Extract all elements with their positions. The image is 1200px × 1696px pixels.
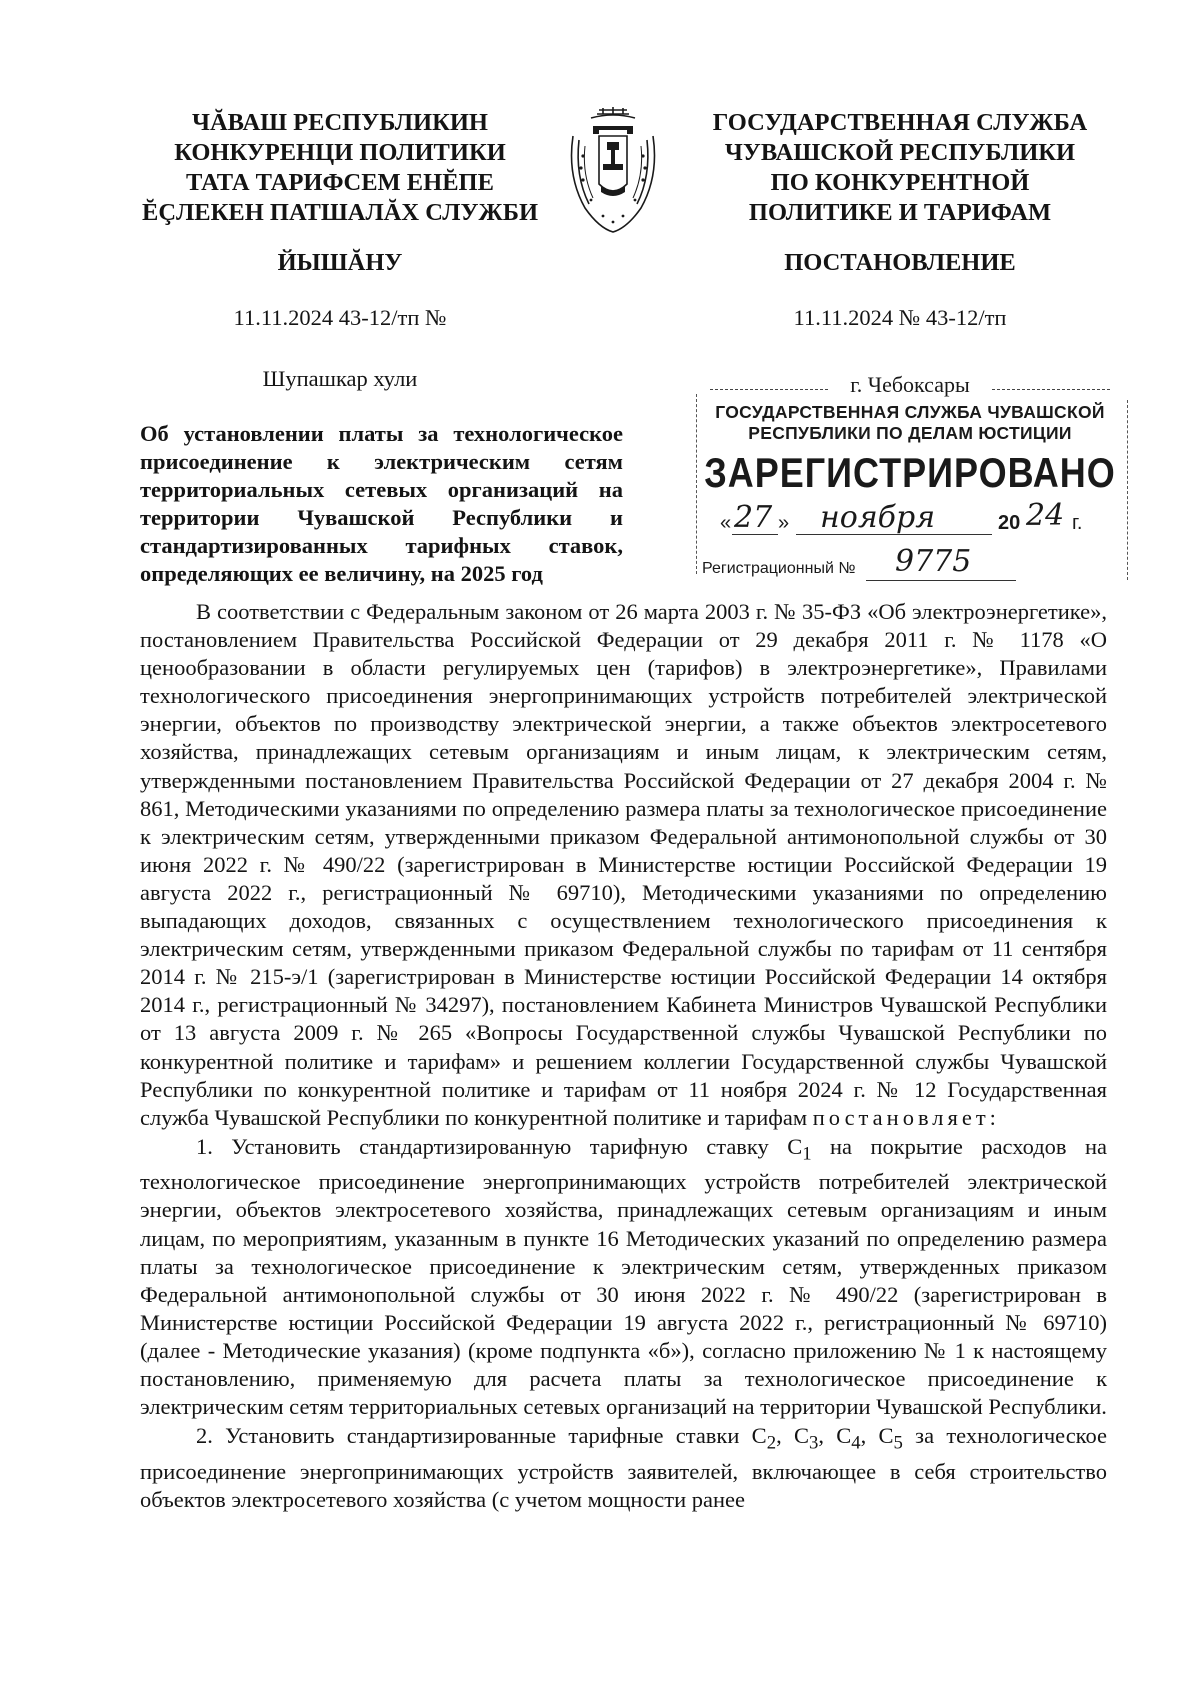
stamp-reg-number: 9775 <box>895 544 972 579</box>
document-body <box>140 598 1107 1514</box>
agency-name-line: ГОСУДАРСТВЕННАЯ СЛУЖБА <box>712 109 1088 136</box>
title-line: Об установлении платы за технологическое <box>140 421 623 446</box>
document-date-number-russian: 11.11.2024 № 43-12/тп <box>793 305 1007 330</box>
subscript: 2 <box>766 1432 777 1454</box>
subscript: 1 <box>802 1143 812 1165</box>
stamp-day: 27 <box>734 500 773 535</box>
clause-text: за технологическое присоединение энергопринимающих устройств заявителей, включающее в себя строительство объектов электросетевого хозяйства (с учетом мощности ранее <box>140 1423 1107 1512</box>
stamp-agency <box>700 402 1120 444</box>
title-line: определяющих ее величину, на 2025 год <box>140 561 543 586</box>
stamp-border <box>1127 400 1129 580</box>
document-kind-russian: ПОСТАНОВЛЕНИЕ <box>784 249 1016 276</box>
subscript: 4 <box>851 1432 861 1454</box>
subscript: 5 <box>893 1432 903 1454</box>
agency-name-line: ТАТА ТАРИФСЕМ ЕНĔПЕ <box>186 169 494 196</box>
agency-name-russian <box>680 108 1120 228</box>
stamp-underline <box>796 534 992 535</box>
document-kind-chuvash: ЙЫШĂНУ <box>277 249 403 276</box>
stamp-border <box>696 394 698 574</box>
clause-text: , С <box>860 1423 894 1449</box>
agency-name-line: ЧУВАШСКОЙ РЕСПУБЛИКИ <box>724 139 1076 166</box>
stamp-year-unit: г. <box>1072 512 1083 534</box>
clause-text: , С <box>818 1423 852 1449</box>
decree-word: постановляет: <box>812 1104 1000 1130</box>
stamp-year-suffix: 24 <box>1026 498 1065 533</box>
title-line: присоединение к электрическим сетям <box>140 449 623 474</box>
stamp-registered-mark: ЗАРЕГИСТРИРОВАНО <box>704 448 1116 496</box>
agency-name-line: ĔÇЛЕКЕН ПАТШАЛĂХ СЛУЖБИ <box>141 199 539 226</box>
stamp-reg-label: Регистрационный № <box>702 560 856 577</box>
clause-2-paragraph <box>140 1422 1107 1514</box>
title-line: территории Чувашской Республики и <box>140 505 623 530</box>
agency-name-line: ПОЛИТИКЕ И ТАРИФАМ <box>748 199 1052 226</box>
stamp-year-prefix: 20 <box>998 512 1021 534</box>
agency-name-line: КОНКУРЕНЦИ ПОЛИТИКИ <box>174 139 506 166</box>
stamp-registration-number <box>700 544 1120 586</box>
subscript: 3 <box>808 1432 819 1454</box>
stamp-agency-line: РЕСПУБЛИКИ ПО ДЕЛАМ ЮСТИЦИИ <box>748 423 1072 443</box>
agency-name-line: ЧĂВАШ РЕСПУБЛИКИН <box>191 109 488 136</box>
preamble-text: В соответствии с Федеральным законом от 26 марта 2003 г. № 35-ФЗ «Об электроэнергетике», постановлением Правительства Российской Федерации от 29 декабря 2011 г. № 1178 «О ценообразовании в области регулируемых цен (тарифов) в электроэнергетике», Правилами технологического присоединения энергопринимающих устройств потребителей электрической энергии, объектов по производству электрической энергии, а также объектов электросетевого хозяйства, принадлежащих сетевым организациям и иным лицам, к электрическим сетям, утвержденными постановлением Правительства Российской Федерации от 27 декабря 2004 г. № 861, Методическими указаниями по определению размера платы за технологическое присоединение к электрическим сетям, утвержденными приказом Федеральной антимонопольной службы от 30 июня 2022 г. № 490/22 (зарегистрирован в Министерстве юстиции Российской Федерации 19 августа 2022 г., регистрационный № 69710), Методическими указаниями по определению выпадающих доходов, связанных с осуществлением технологического присоединения к электрическим сетям, утвержденными приказом Федеральной службы по тарифам от 11 сентября 2014 г. № 215-э/1 (зарегистрирован в Министерстве юстиции Российской Федерации 14 октября 2014 г., регистрационный № 34297), постановлением Кабинета Министров Чувашской Республики от 13 августа 2009 г. № 265 «Вопросы Государственной службы Чувашской Республики по конкурентной политике и тарифам» и решением коллегии Государственной службы Чувашской Республики по конкурентной политике и тарифам от 11 ноября 2024 г. № 12 Государственная служба Чувашской Республики по конкурентной политике и тарифам <box>140 599 1107 1130</box>
clause-text: , С <box>776 1423 809 1449</box>
stamp-month: ноября <box>820 500 936 535</box>
preamble-paragraph <box>140 598 1107 1132</box>
title-line: стандартизированных тарифных ставок, <box>140 533 623 558</box>
stamp-underline <box>732 534 778 535</box>
document-title <box>140 420 623 588</box>
stamp-underline <box>866 580 1016 581</box>
clause-text: 1. Установить стандартизированную тарифную ставку С <box>196 1133 803 1159</box>
clause-text: 2. Установить стандартизированные тарифные ставки С <box>196 1423 767 1449</box>
stamp-date: « 27 » ноября 20 24 г. <box>720 498 1083 535</box>
stamp-city: г. Чебоксары <box>850 372 970 397</box>
title-line: территориальных сетевых организаций на <box>140 477 623 502</box>
chuvash-coat-of-arms-icon <box>563 106 663 236</box>
registration-stamp <box>700 372 1120 587</box>
stamp-agency-line: ГОСУДАРСТВЕННАЯ СЛУЖБА ЧУВАШСКОЙ <box>715 402 1105 422</box>
agency-name-line: ПО КОНКУРЕНТНОЙ <box>770 169 1030 196</box>
clause-1-paragraph <box>140 1133 1107 1421</box>
agency-name-chuvash <box>140 108 540 228</box>
city-chuvash: Шупашкар хули <box>262 366 418 391</box>
document-date-number-chuvash: 11.11.2024 43-12/тп № <box>233 305 447 330</box>
clause-text: на покрытие расходов на технологическое присоединение энергопринимающих устройств потребителей электрической энергии, объектов электросетевого хозяйства, принадлежащих сетевым организациям и иным лицам, по мероприятиям, указанным в пункте 16 Методических указаний по определению размера платы за технологическое присоединение к электрическим сетям, утвержденных приказом Федеральной антимонопольной службы от 30 июня 2022 г. № 490/22 (зарегистрирован в Министерстве юстиции Российской Федерации 19 августа 2022 г., регистрационный № 69710) (далее - Методические указания) (кроме подпункта «б»), согласно приложению № 1 к настоящему постановлению, применяемую для расчета платы за технологическое присоединение к электрическим сетям территориальных сетевых организаций на территории Чувашской Республики. <box>140 1133 1108 1420</box>
